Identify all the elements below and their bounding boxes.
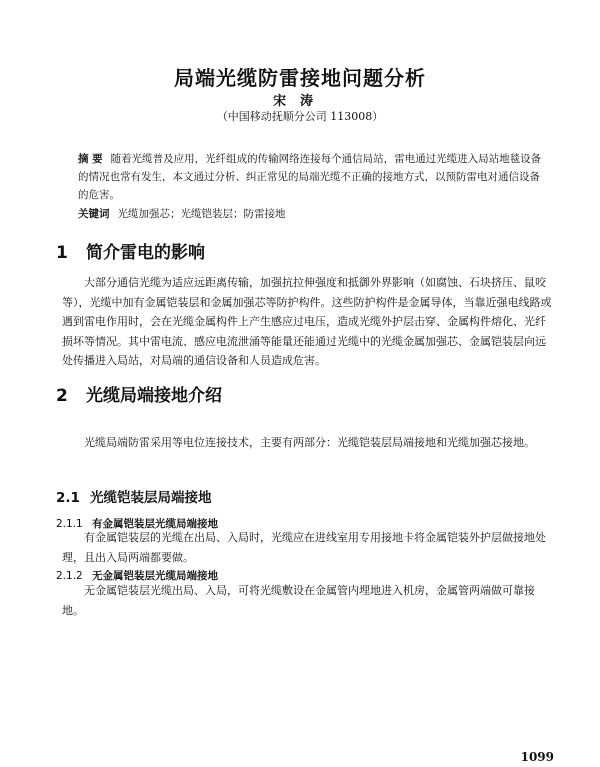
keywords-text: 光缆加强芯；光缆铠装层；防雷接地 bbox=[117, 208, 286, 220]
section-2-1-1-body: 有金属铠装层的光缆在出局、入局时，光缆应在进线室用专用接地卡将金属铠装外护层做接地处理，且出入局两端都要做。 bbox=[62, 531, 546, 564]
section-1-title: 简介雷电的影响 bbox=[86, 243, 205, 263]
section-2-1-2-body: 无金属铠装层光缆出局、入局，可将光缆敷设在金属管内埋地进入机房，金属管两端做可靠接地。 bbox=[62, 584, 535, 617]
section-2-1-1-title: 有金属铠装层光缆局端接地 bbox=[92, 518, 218, 530]
keywords bbox=[78, 205, 548, 223]
section-2-body: 光缆局端防雷采用等电位连接技术，主要有两部分：光缆铠装层局端接地和光缆加强芯接地。 bbox=[84, 436, 535, 449]
section-2-1-2-number: 2.1.2 bbox=[56, 570, 83, 582]
section-2-1-heading bbox=[56, 486, 212, 506]
abstract-text: 随着光缆普及应用，光纤组成的传输网络连接每个通信局站，雷电通过光缆进入局站地毯设备的情况也常有发生，本文通过分析、纠正常见的局端光缆不正确的接地方式，以预防雷电对通信设备的危害。 bbox=[78, 153, 542, 201]
section-1-heading bbox=[56, 238, 205, 263]
section-1-number: 1 bbox=[56, 243, 68, 263]
author-name: 宋涛 bbox=[272, 94, 327, 109]
section-2-1-2-title: 无金属铠装层光缆局端接地 bbox=[92, 570, 218, 582]
section-2-1-1-number: 2.1.1 bbox=[56, 518, 83, 530]
section-2-1-title: 光缆铠装层局端接地 bbox=[90, 490, 212, 506]
section-2-title: 光缆局端接地介绍 bbox=[86, 386, 222, 406]
section-1-body: 大部分通信光缆为适应远距离传输，加强抗拉伸强度和抵御外界影响（如腐蚀、石块挤压、鼠咬等），光缆中加有金属铠装层和金属加强芯等防护构件。这些防护构件是金属导体，当靠近强电线路或遇到雷电作用时，会在光缆金属构件上产生感应过电压，造成光缆外护层击穿、金属构件熔化、光纤损坏等情况。其中雷电流、感应电流泄涌等能量还能通过光缆中的光缆金属加强芯、金属铠装层向远处传播进入局站，对局端的通信设备和人员造成危害。 bbox=[62, 276, 552, 368]
keywords-label: 关键词 bbox=[78, 208, 110, 220]
paper-title: 局端光缆防雷接地问题分析 bbox=[174, 66, 426, 90]
section-2-number: 2 bbox=[56, 386, 68, 406]
section-2-1-number: 2.1 bbox=[56, 490, 80, 506]
page-number: 1099 bbox=[520, 750, 554, 764]
abstract bbox=[78, 150, 548, 204]
abstract-label: 摘 要 bbox=[78, 153, 103, 165]
section-2-heading bbox=[56, 381, 222, 406]
affiliation: （中国移动抚顺分公司 113008） bbox=[216, 110, 384, 123]
